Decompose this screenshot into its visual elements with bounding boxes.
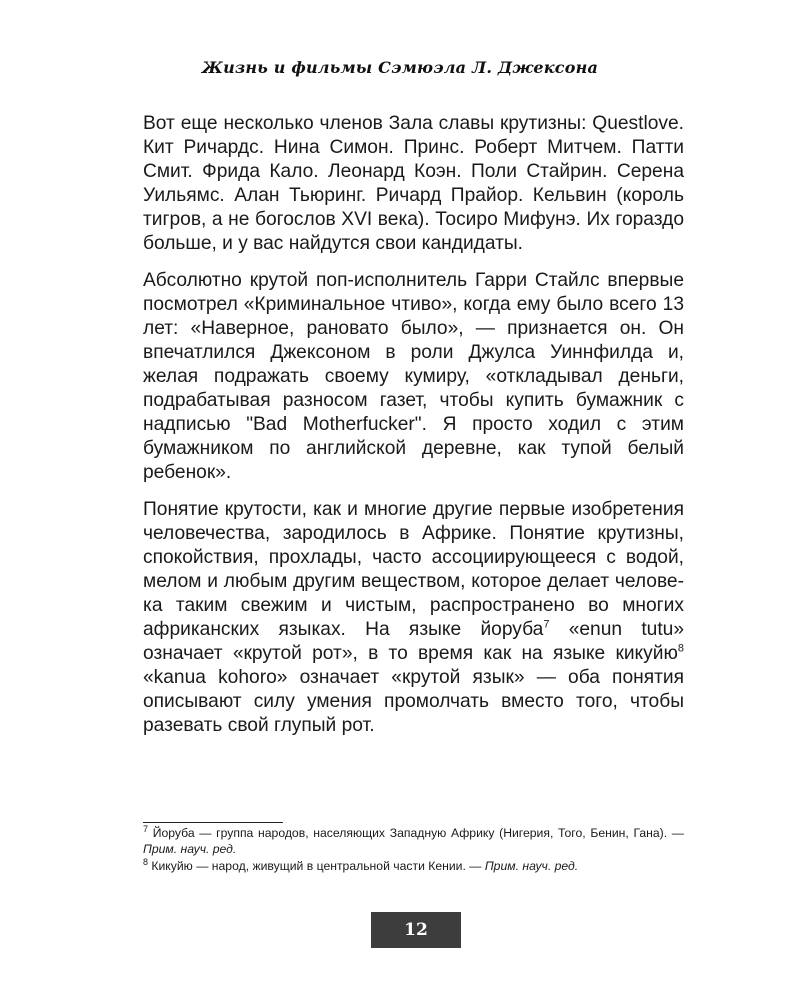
footnote-number: 8	[143, 856, 149, 867]
footnote-7	[143, 823, 684, 857]
paragraph-3-part-1: Понятие крутости, как и многие другие первые изобретения человечества, зародилось в Африке. Понятие крутизны, спокойствия, прохлады, часто ассоциирующееся с водой, мелом и любым другим веществом, которое делает человека таким свежим и чистым, распространено во многих африканских языках. На языке йоруба	[143, 499, 684, 640]
paragraph-1: Вот еще несколько членов Зала славы крутизны: Questlove. Кит Ричардс. Нина Симон. Принс. Роберт Митчем. Патти Смит. Фрида Кало. Леонард Коэн. Поли Стайрин. Серена Уильямс. Алан Тьюринг. Ричард Прайор. Кельвин (король тигров, а не богослов XVI века). Тосиро Мифунэ. Их гораздо больше, и у вас найдутся свои кандидаты.	[143, 113, 684, 254]
footnote-text: Йоруба — группа народов, населяющих Западную Африку (Нигерия, Того, Бенин, Гана). —	[148, 826, 684, 840]
footnote-ref-8: 8	[677, 642, 684, 655]
page-number-box	[371, 912, 461, 948]
footnote-number: 7	[143, 823, 149, 834]
paragraph-3-part-3: «kanua kohoro» означает «крутой язык» — оба понятия описывают силу умения промолчать вместо того, чтобы разевать свой глупый рот.	[143, 667, 684, 736]
footnotes	[143, 823, 684, 877]
footnote-editor-note: Прим. науч. ред.	[484, 859, 579, 873]
paragraph-2: Абсолютно крутой поп-исполнитель Гарри Стайлс впервые посмотрел «Криминальное чтиво», когда ему было всего 13 лет: «Наверное, рановато было», — признается он. Он впечатлился Джексоном в роли Джулса Уиннфилда и, желая подражать своему кумиру, «откладывал деньги, подрабатывая разносом газет, чтобы купить бумажник с надписью "Bad Motherfucker". Я просто ходил с этим бумажником по английской деревне, как тупой белый ребенок».	[143, 270, 684, 483]
paragraph-3	[143, 498, 684, 738]
paragraph-3-part-2: «enun tutu» означает «крутой рот», в то время как на языке кикуйю	[143, 619, 685, 664]
main-text	[143, 112, 684, 738]
footnote-8	[143, 856, 684, 875]
footnote-editor-note: Прим. науч. ред.	[143, 841, 237, 856]
footnote-text: Кикуйю — народ, живущий в центральной части Кении. —	[148, 859, 485, 873]
running-head: Жизнь и фильмы Сэмюэла Л. Джексона	[201, 58, 599, 77]
footnote-ref-7: 7	[543, 618, 550, 631]
footnote-divider	[143, 822, 283, 823]
page-number: 12	[404, 920, 428, 940]
